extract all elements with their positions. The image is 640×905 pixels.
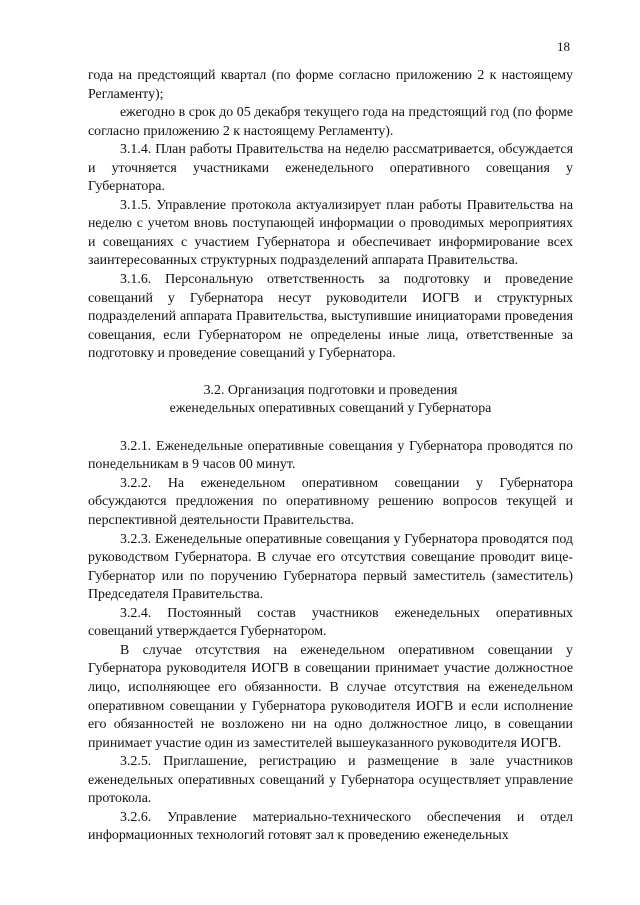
page-number: 18 [557,39,570,54]
paragraph: В случае отсутствия на еженедельном оперативном совещании у Губернатора руководителя ИОГВ в совещании принимает участие должностное лицо, исполняющее его обязанности. В случае отсутствия на еженедельном оперативном совещании у Губернатора руководителя ИОГВ и если исполнение его обязанностей не возложено ни на одно должностное лицо, в совещании принимает участие один из заместителей вышеуказанного руководителя ИОГВ. [88,642,573,751]
paragraph: 3.2.3. Еженедельные оперативные совещания у Губернатора проводятся под руководством Губернатора. В случае его отсутствия совещание проводит вице-Губернатор или по поручению Губернатора первый заместитель (заместитель) Председателя Правительства. [88,531,573,603]
paragraph: ежегодно в срок до 05 декабря текущего года на предстоящий год (по форме согласно приложению 2 к настоящему Регламенту). [88,105,573,139]
paragraph: 3.2.5. Приглашение, регистрацию и размещение в зале участников еженедельных оперативных совещаний у Губернатора осуществляет управление протокола. [88,754,573,807]
section-heading-line: 3.2. Организация подготовки и проведения [203,382,458,398]
section-heading-line: еженедельных оперативных совещаний у Губернатора [169,401,492,417]
paragraph: 3.2.4. Постоянный состав участников еженедельных оперативных совещаний утверждается Губернатором. [88,605,573,640]
paragraph: 3.1.4. План работы Правительства на неделю рассматривается, обсуждается и уточняется участниками еженедельного оперативного совещания у Губернатора. [88,142,573,195]
paragraph: 3.2.1. Еженедельные оперативные совещания у Губернатора проводятся по понедельникам в 9 часов 00 минут. [88,438,573,473]
paragraph: года на предстоящий квартал (по форме согласно приложению 2 к настоящему Регламенту); [88,68,573,102]
paragraph: 3.1.5. Управление протокола актуализирует план работы Правительства на неделю с учетом вновь поступающей информации о проводимых мероприятиях и совещаниях с участием Губернатора и обеспечивает информирование всех заинтересованных структурных подразделений аппарата Правительства. [88,197,573,269]
paragraph: 3.1.6. Персональную ответственность за подготовку и проведение совещаний у Губернатора несут руководители ИОГВ и структурных подразделений аппарата Правительства, выступившие инициаторами проведения совещания, если Губернатором не определены иные лица, ответственные за подготовку и проведение совещаний у Губернатора. [88,272,573,362]
section-heading [88,382,573,419]
paragraph: 3.2.2. На еженедельном оперативном совещании у Губернатора обсуждаются предложения по оперативному решению вопросов текущей и перспективной деятельности Правительства. [88,475,573,529]
document-body [88,67,573,846]
paragraph: 3.2.6. Управление материально-технического обеспечения и отдел информационных технологий готовят зал к проведению еженедельных [88,809,573,844]
